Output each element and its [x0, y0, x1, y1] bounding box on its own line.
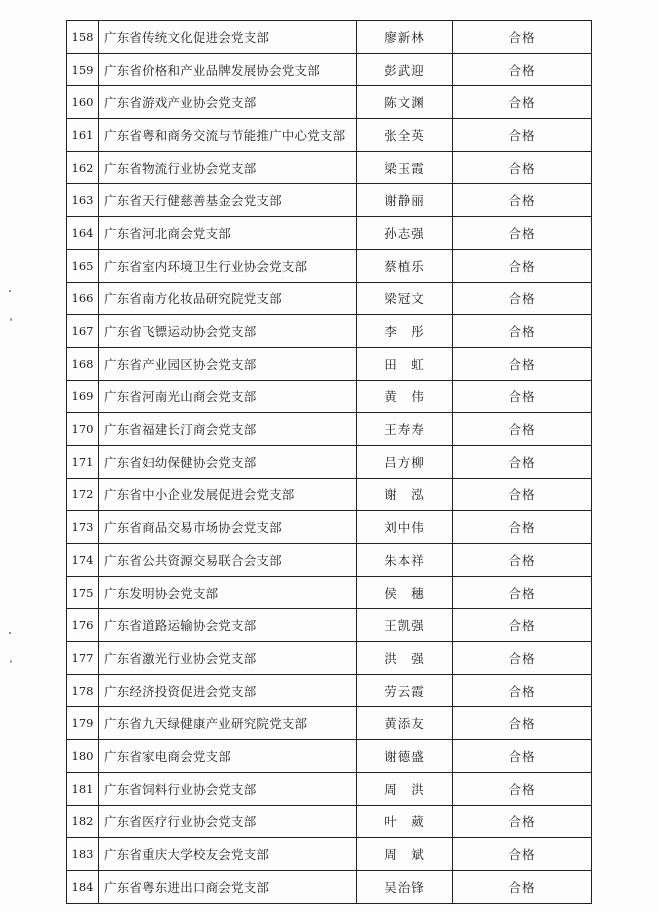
organization-name: 广东省妇幼保健协会党支部 [99, 446, 357, 478]
organization-name: 广东省河北商会党支部 [99, 217, 357, 249]
person-name: 廖新林 [357, 21, 453, 53]
person-name: 周 洪 [357, 773, 453, 805]
row-number: 159 [67, 54, 99, 86]
row-number: 160 [67, 86, 99, 118]
person-name: 田 虹 [357, 348, 453, 380]
organization-name: 广东省家电商会党支部 [99, 740, 357, 772]
scan-dot [9, 290, 11, 292]
result-status: 合格 [453, 642, 592, 674]
person-name: 陈文渊 [357, 86, 453, 118]
result-status: 合格 [453, 381, 592, 413]
person-name: 王寿寿 [357, 413, 453, 445]
organization-name: 广东省物流行业协会党支部 [99, 152, 357, 184]
organization-name: 广东省河南光山商会党支部 [99, 381, 357, 413]
row-number: 170 [67, 413, 99, 445]
table-row [67, 871, 592, 904]
result-status: 合格 [453, 315, 592, 347]
row-number: 179 [67, 707, 99, 739]
row-number: 174 [67, 544, 99, 576]
table-row [67, 348, 592, 381]
table-row [67, 544, 592, 577]
person-name: 谢 泓 [357, 479, 453, 511]
table-row [67, 642, 592, 675]
table-row [67, 511, 592, 544]
table-row [67, 609, 592, 642]
result-status: 合格 [453, 54, 592, 86]
person-name: 黄 伟 [357, 381, 453, 413]
table-row [67, 446, 592, 479]
row-number: 164 [67, 217, 99, 249]
organization-name: 广东省室内环境卫生行业协会党支部 [99, 250, 357, 282]
person-name: 李 彤 [357, 315, 453, 347]
organization-name: 广东省传统文化促进会党支部 [99, 21, 357, 53]
result-status: 合格 [453, 773, 592, 805]
result-status: 合格 [453, 675, 592, 707]
row-number: 158 [67, 21, 99, 53]
organization-name: 广东省商品交易市场协会党支部 [99, 511, 357, 543]
organization-name: 广东省九天绿健康产业研究院党支部 [99, 707, 357, 739]
person-name: 吕方柳 [357, 446, 453, 478]
result-status: 合格 [453, 21, 592, 53]
organization-name: 广东省公共资源交易联合会支部 [99, 544, 357, 576]
assessment-table [66, 20, 592, 904]
row-number: 162 [67, 152, 99, 184]
table-row [67, 217, 592, 250]
organization-name: 广东省粤和商务交流与节能推广中心党支部 [99, 119, 357, 151]
table-row [67, 250, 592, 283]
result-status: 合格 [453, 250, 592, 282]
result-status: 合格 [453, 577, 592, 609]
person-name: 谢静丽 [357, 184, 453, 216]
table-row [67, 152, 592, 185]
organization-name: 广东省天行健慈善基金会党支部 [99, 184, 357, 216]
person-name: 彭武迎 [357, 54, 453, 86]
organization-name: 广东发明协会党支部 [99, 577, 357, 609]
result-status: 合格 [453, 413, 592, 445]
table-row [67, 675, 592, 708]
row-number: 181 [67, 773, 99, 805]
organization-name: 广东省激光行业协会党支部 [99, 642, 357, 674]
row-number: 177 [67, 642, 99, 674]
person-name: 蔡植乐 [357, 250, 453, 282]
row-number: 169 [67, 381, 99, 413]
person-name: 谢德盛 [357, 740, 453, 772]
result-status: 合格 [453, 609, 592, 641]
organization-name: 广东省南方化妆品研究院党支部 [99, 283, 357, 315]
table-row [67, 119, 592, 152]
row-number: 184 [67, 871, 99, 903]
organization-name: 广东省道路运输协会党支部 [99, 609, 357, 641]
scan-dot [10, 660, 12, 663]
result-status: 合格 [453, 511, 592, 543]
table-row [67, 315, 592, 348]
result-status: 合格 [453, 740, 592, 772]
person-name: 刘中伟 [357, 511, 453, 543]
person-name: 周 斌 [357, 838, 453, 870]
table-row [67, 838, 592, 871]
table-row [67, 773, 592, 806]
person-name: 朱本祥 [357, 544, 453, 576]
row-number: 172 [67, 479, 99, 511]
organization-name: 广东省价格和产业品牌发展协会党支部 [99, 54, 357, 86]
result-status: 合格 [453, 348, 592, 380]
organization-name: 广东经济投资促进会党支部 [99, 675, 357, 707]
result-status: 合格 [453, 871, 592, 903]
row-number: 182 [67, 806, 99, 838]
organization-name: 广东省粤东进出口商会党支部 [99, 871, 357, 903]
organization-name: 广东省饲料行业协会党支部 [99, 773, 357, 805]
result-status: 合格 [453, 479, 592, 511]
result-status: 合格 [453, 283, 592, 315]
result-status: 合格 [453, 838, 592, 870]
row-number: 161 [67, 119, 99, 151]
result-status: 合格 [453, 86, 592, 118]
table-row [67, 413, 592, 446]
table-row [67, 283, 592, 316]
table-row [67, 479, 592, 512]
table-row [67, 21, 592, 54]
organization-name: 广东省福建长汀商会党支部 [99, 413, 357, 445]
person-name: 洪 强 [357, 642, 453, 674]
row-number: 171 [67, 446, 99, 478]
table-row [67, 54, 592, 87]
row-number: 175 [67, 577, 99, 609]
row-number: 180 [67, 740, 99, 772]
person-name: 孙志强 [357, 217, 453, 249]
table-row [67, 381, 592, 414]
row-number: 165 [67, 250, 99, 282]
row-number: 173 [67, 511, 99, 543]
organization-name: 广东省游戏产业协会党支部 [99, 86, 357, 118]
table-row [67, 707, 592, 740]
person-name: 吴治锋 [357, 871, 453, 903]
organization-name: 广东省飞镖运动协会党支部 [99, 315, 357, 347]
scan-dot [10, 318, 12, 321]
person-name: 黄添友 [357, 707, 453, 739]
row-number: 163 [67, 184, 99, 216]
table-row [67, 86, 592, 119]
table-row [67, 740, 592, 773]
person-name: 叶 葳 [357, 806, 453, 838]
row-number: 176 [67, 609, 99, 641]
table-row [67, 184, 592, 217]
scan-dot [9, 632, 11, 634]
result-status: 合格 [453, 152, 592, 184]
row-number: 167 [67, 315, 99, 347]
row-number: 166 [67, 283, 99, 315]
organization-name: 广东省医疗行业协会党支部 [99, 806, 357, 838]
result-status: 合格 [453, 119, 592, 151]
person-name: 侯 穗 [357, 577, 453, 609]
organization-name: 广东省产业园区协会党支部 [99, 348, 357, 380]
person-name: 张全英 [357, 119, 453, 151]
organization-name: 广东省中小企业发展促进会党支部 [99, 479, 357, 511]
person-name: 劳云霞 [357, 675, 453, 707]
person-name: 王凯强 [357, 609, 453, 641]
row-number: 178 [67, 675, 99, 707]
result-status: 合格 [453, 217, 592, 249]
result-status: 合格 [453, 184, 592, 216]
result-status: 合格 [453, 544, 592, 576]
result-status: 合格 [453, 707, 592, 739]
table-row [67, 806, 592, 839]
organization-name: 广东省重庆大学校友会党支部 [99, 838, 357, 870]
person-name: 梁玉霞 [357, 152, 453, 184]
result-status: 合格 [453, 446, 592, 478]
person-name: 梁冠文 [357, 283, 453, 315]
result-status: 合格 [453, 806, 592, 838]
row-number: 168 [67, 348, 99, 380]
table-row [67, 577, 592, 610]
row-number: 183 [67, 838, 99, 870]
